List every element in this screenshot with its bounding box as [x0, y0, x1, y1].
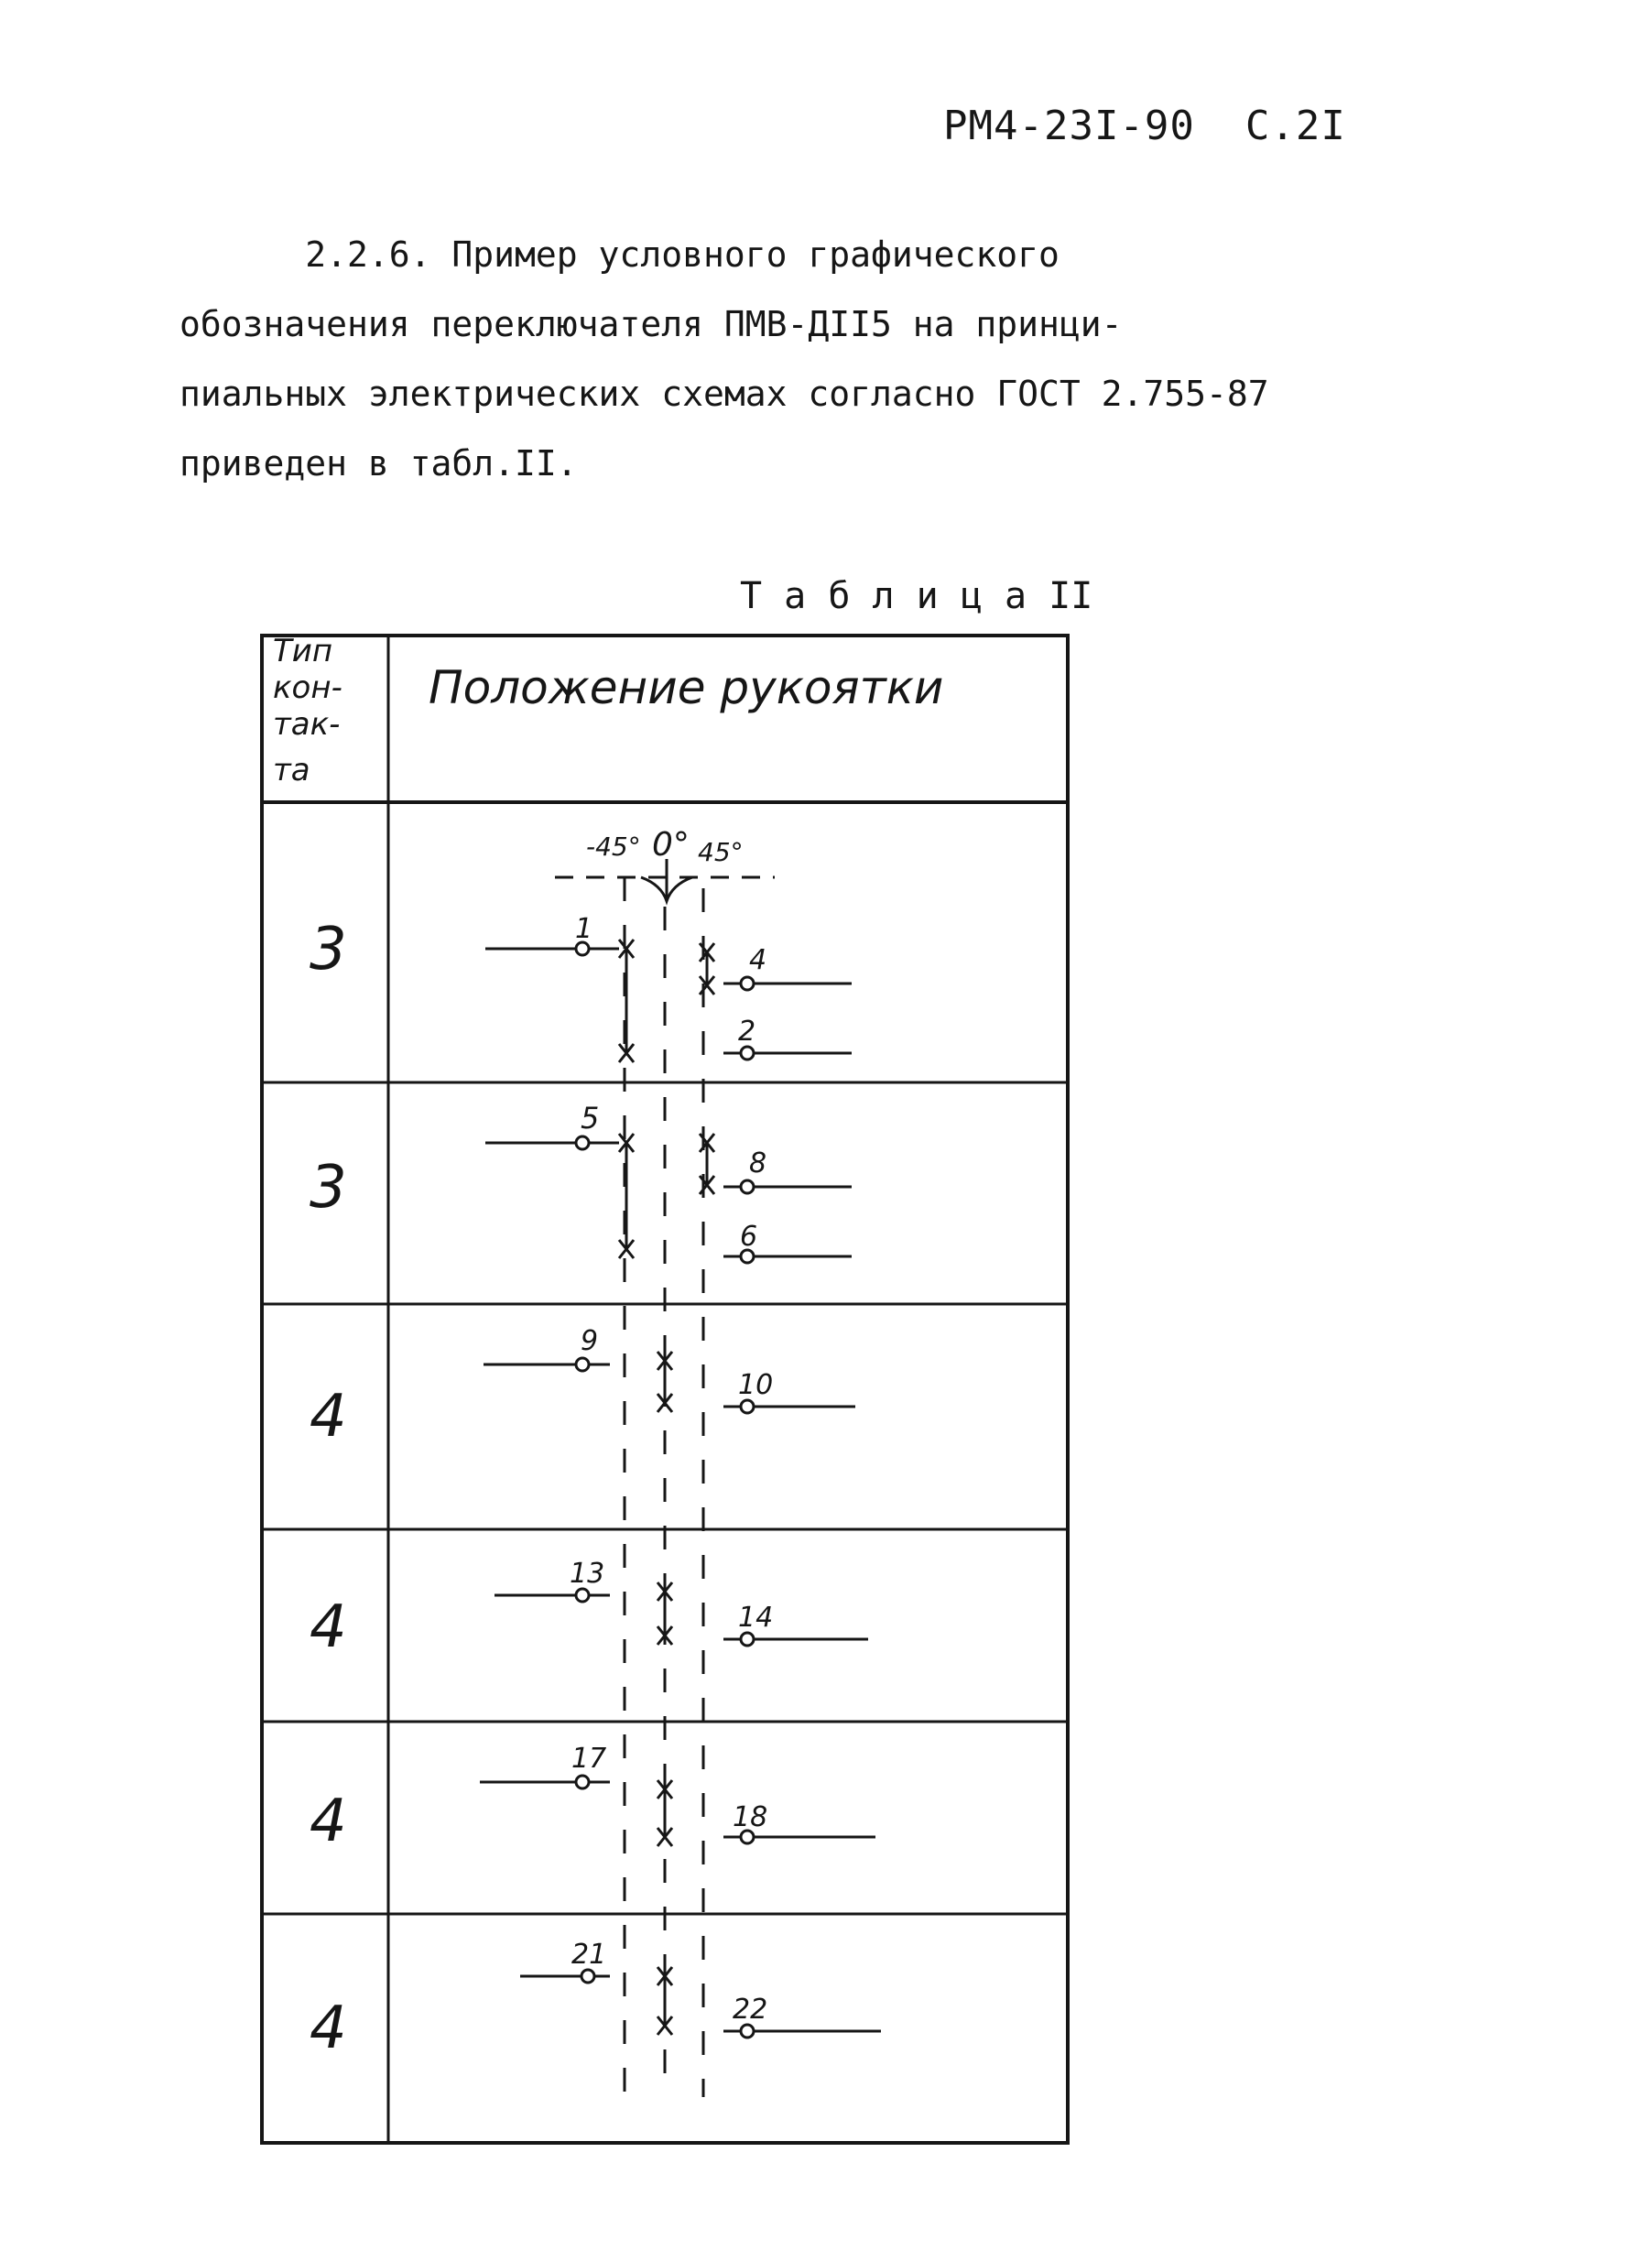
- contact-label: 18: [733, 1801, 768, 1833]
- contact-diagram-row-6: [520, 1967, 881, 2038]
- contact-type-row-3: 4: [310, 1383, 347, 1451]
- contact-diagram-row-4: [495, 1582, 868, 1646]
- contact-type-row-2: 3: [310, 1154, 347, 1222]
- paragraph-line: пиальных электрических схемах согласно ГОСТ 2.755-87: [179, 374, 1269, 414]
- document-code: РМ4-23I-90 С.2I: [943, 103, 1346, 149]
- angle-label-45: 45°: [698, 837, 744, 867]
- contact-diagram-row-5: [480, 1776, 875, 1846]
- contact-diagram-row-2: [485, 1134, 852, 1263]
- contact-label: 21: [571, 1939, 607, 1971]
- paragraph-line: обозначения переключателя ПМВ-ДII5 на принци-: [179, 304, 1123, 344]
- type-header-line: так-: [273, 706, 341, 743]
- contact-type-row-4: 4: [310, 1593, 347, 1661]
- contact-label: 14: [738, 1602, 774, 1634]
- type-header-line: Тип: [273, 633, 333, 669]
- type-header-line: та: [273, 752, 310, 788]
- contact-label: 1: [575, 913, 593, 945]
- contact-label: 10: [738, 1369, 774, 1401]
- contact-label: 5: [581, 1101, 600, 1136]
- contact-label: 13: [570, 1558, 605, 1590]
- table-caption: Т а б л и ц а II: [740, 575, 1093, 617]
- type-header-line: кон-: [273, 669, 342, 706]
- contact-type-row-6: 4: [310, 1995, 347, 2062]
- contact-label: 2: [738, 1016, 756, 1048]
- paragraph-line: 2.2.6. Пример условного графического: [179, 234, 1060, 275]
- contact-type-row-1: 3: [310, 916, 347, 984]
- angle-label-minus45: -45°: [586, 832, 641, 862]
- angle-label-0: 0°: [652, 826, 690, 864]
- contact-label: 9: [581, 1325, 599, 1357]
- contact-diagram-row-3: [484, 1352, 855, 1413]
- contact-label: 8: [749, 1147, 767, 1179]
- paragraph-line: приведен в табл.II.: [179, 443, 578, 484]
- contact-diagram-row-1: [485, 940, 852, 1062]
- contact-label: 6: [740, 1221, 758, 1253]
- contact-type-row-5: 4: [310, 1788, 347, 1855]
- contact-label: 22: [733, 1994, 768, 2026]
- position-header: Положение рукоятки: [429, 661, 944, 714]
- contact-label: 4: [749, 944, 767, 976]
- contact-label: 17: [571, 1743, 607, 1775]
